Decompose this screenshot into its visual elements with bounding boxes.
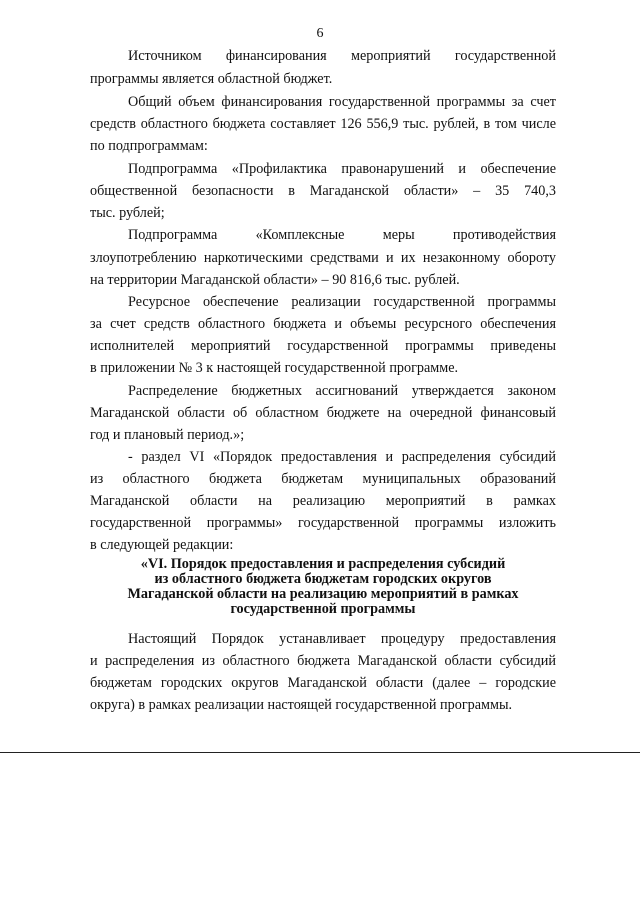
page-number: 6 (316, 26, 324, 41)
page-divider (0, 752, 640, 753)
text-line: злоупотреблению наркотическими средствами и их незаконному обороту (90, 250, 556, 266)
text-line: Настоящий Порядок устанавливает процедуру предоставления (128, 631, 556, 647)
text-line: Подпрограмма «Профилактика правонарушений и обеспечение (128, 161, 556, 177)
text-line: тыс. рублей; (90, 205, 165, 221)
text-line: государственной программы» государственной программы изложить (90, 515, 556, 531)
text-line: в приложении № 3 к настоящей государственной программе. (90, 360, 459, 376)
text-line: бюджетам городских округов Магаданской области (далее – городские (90, 675, 556, 691)
text-line: Распределение бюджетных ассигнований утверждается законом (128, 383, 556, 399)
section-heading-line: «VI. Порядок предоставления и распределения субсидий (140, 556, 506, 572)
text-line: средств областного бюджета составляет 126 556,9 тыс. рублей, в том числе (90, 116, 556, 132)
text-line: Ресурсное обеспечение реализации государственной программы (128, 294, 556, 310)
text-line: Общий объем финансирования государственной программы за счет (128, 94, 556, 110)
text-line: округа) в рамках реализации настоящей государственной программы. (90, 697, 513, 713)
text-line: по подпрограммам: (90, 138, 208, 154)
text-line: Магаданской области об областном бюджете на очередной финансовый (90, 405, 556, 421)
text-line: общественной безопасности в Магаданской области» – 35 740,3 (90, 183, 556, 199)
text-line: программы является областной бюджет. (90, 71, 333, 87)
section-heading-line: из областного бюджета бюджетам городских округов (154, 571, 492, 587)
text-line: Магаданской области на реализацию мероприятий в рамках (90, 493, 556, 509)
text-line: и распределения из областного бюджета Магаданской области субсидий (90, 653, 556, 669)
section-heading-line: Магаданской области на реализацию мероприятий в рамках (127, 586, 519, 602)
text-line: Подпрограмма «Комплексные меры противодействия (128, 227, 556, 243)
text-line: год и плановый период.»; (90, 427, 245, 443)
text-line: на территории Магаданской области» – 90 816,6 тыс. рублей. (90, 272, 460, 288)
section-heading-line: государственной программы (230, 601, 416, 617)
text-line: из областного бюджета бюджетам муниципальных образований (90, 471, 556, 487)
text-line: за счет средств областного бюджета и объемы ресурсного обеспечения (90, 316, 556, 332)
text-line: - раздел VI «Порядок предоставления и распределения субсидий (128, 449, 556, 465)
text-line: Источником финансирования мероприятий государственной (128, 48, 556, 64)
text-line: исполнителей мероприятий государственной программы приведены (90, 338, 556, 354)
text-line: в следующей редакции: (90, 537, 234, 553)
